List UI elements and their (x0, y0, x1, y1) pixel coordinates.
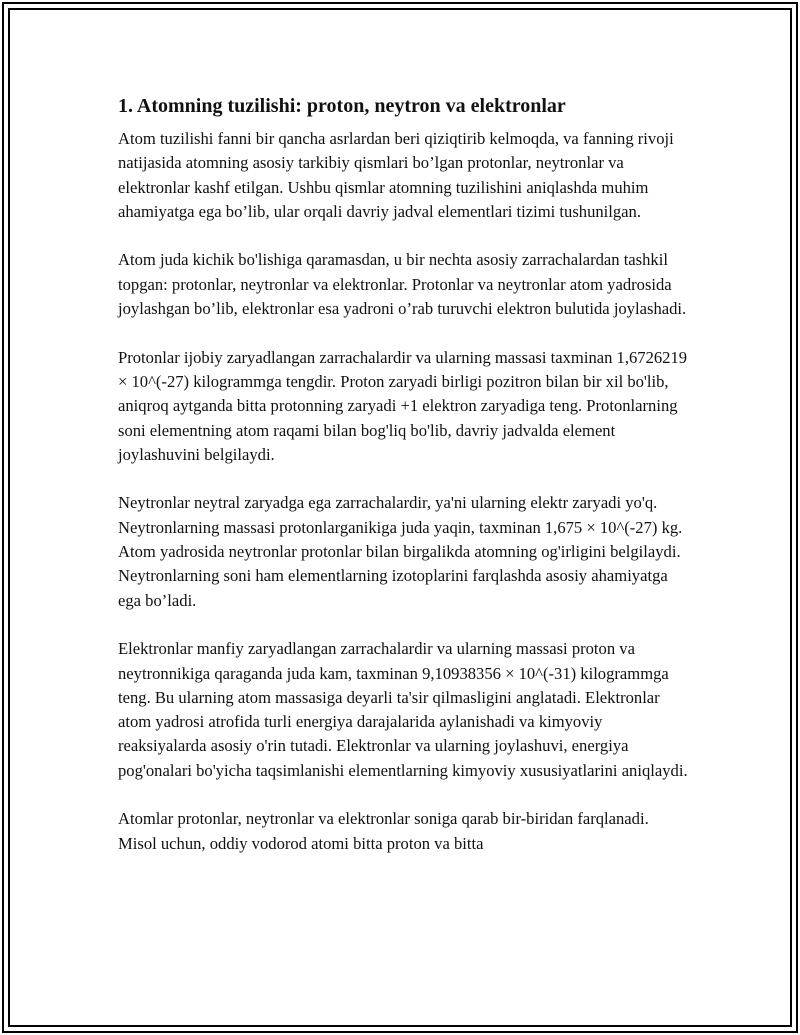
document-body (118, 93, 690, 880)
paragraph-electrons: Elektronlar manfiy zaryadlangan zarrachalardir va ularning massasi proton va neytronnikiga qaraganda juda kam, taxminan 9,10938356 × 10^(-31) kilogrammga teng. Bu ularning atom massasiga deyarli ta'sir qilmasligini anglatadi. Elektronlar atom yadrosi atrofida turli energiya darajalarida aylanishadi va kimyoviy reaksiyalarda asosiy o'rin tutadi. Elektronlar va ularning joylashuvi, energiya pog'onalari bo'yicha taqsimlanishi elementlarning kimyoviy xususiyatlarini aniqlaydi. (118, 639, 688, 780)
paragraph-atom-composition: Atom juda kichik bo'lishiga qaramasdan, u bir nechta asosiy zarrachalardan tashkil topgan: protonlar, neytronlar va elektronlar. Protonlar va neytronlar atom yadrosida joylashgan bo’lib, elektronlar esa yadroni o’rab turuvchi elektron bulutida joylashadi. (118, 250, 687, 319)
section-heading: 1. Atomning tuzilishi: proton, neytron va elektronlar (118, 95, 566, 117)
paragraph-neutrons: Neytronlar neytral zaryadga ega zarrachalardir, ya'ni ularning elektr zaryadi yo'q. Neytronlarning massasi protonlarganikiga juda yaqin, taxminan 1,675 × 10^(-27) kg. Atom yadrosida neytronlar protonlar bilan birgalikda atomning og'irligini belgilaydi. Neytronlarning soni ham elementlarning izotoplarini farqlashda asosiy ahamiyatga ega bo’ladi. (118, 493, 683, 610)
paragraph-intro: Atom tuzilishi fanni bir qancha asrlardan beri qiziqtirib kelmoqda, va fanning rivoji natijasida atomning asosiy tarkibiy qismlari bo’lgan protonlar, neytronlar va elektronlar kashf etilgan. Ushbu qismlar atomning tuzilishini aniqlashda muhim ahamiyatga ega bo’lib, ular orqali davriy jadval elementlari tizimi tushunilgan. (118, 129, 674, 221)
paragraph-protons: Protonlar ijobiy zaryadlangan zarrachalardir va ularning massasi taxminan 1,6726219 × 10^(-27) kilogrammga tengdir. Proton zaryadi birligi pozitron bilan bir xil bo'lib, aniqroq aytganda bitta protonning zaryadi +1 elektron zaryadiga teng. Protonlarning soni elementning atom raqami bilan bog'liq bo'lib, davriy jadvalda element joylashuvini belgilaydi. (118, 347, 688, 464)
paragraph-atom-differences: Atomlar protonlar, neytronlar va elektronlar soniga qarab bir-biridan farqlanadi. Misol uchun, oddiy vodorod atomi bitta proton va bitta (118, 809, 649, 853)
